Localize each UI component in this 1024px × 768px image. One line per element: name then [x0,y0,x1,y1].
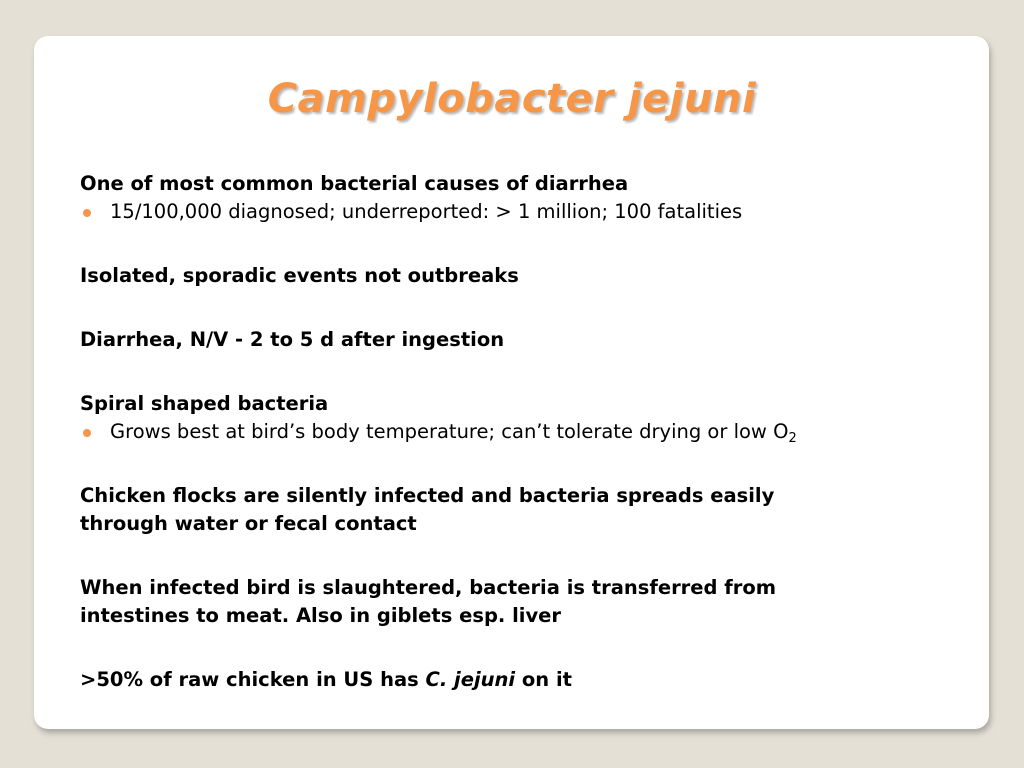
raw-chicken-text-2: on it [515,668,572,691]
heading-flocks-line-1: Chicken flocks are silently infected and bacteria spreads easily [80,484,775,507]
heading-slaughter-line-1: When infected bird is slaughtered, bacteria is transferred from [80,576,777,599]
raw-chicken-species: C. jejuni [425,668,516,691]
bullet-incidence-text: 15/100,000 diagnosed; underreported: > 1 million; 100 fatalities [110,200,743,223]
bullet-dot-icon [83,429,91,437]
bullet-growth-text: Grows best at bird’s body temperature; can’t tolerate drying or low O [110,420,789,443]
heading-raw-chicken [80,666,960,694]
bullet-growth [80,418,960,446]
heading-sporadic: Isolated, sporadic events not outbreaks [80,264,519,287]
heading-flocks-line-2: through water or fecal contact [80,512,417,535]
slide-content [80,170,960,694]
bullet-dot-icon [83,209,91,217]
heading-symptoms: Diarrhea, N/V - 2 to 5 d after ingestion [80,328,505,351]
heading-slaughter-line-2: intestines to meat. Also in giblets esp. liver [80,604,562,627]
raw-chicken-text-1: >50% of raw chicken in US has [80,668,426,691]
heading-common-cause: One of most common bacterial causes of diarrhea [80,172,629,195]
heading-spiral: Spiral shaped bacteria [80,392,329,415]
bullet-incidence [80,198,960,226]
slide-title: Campylobacter jejuni [267,76,757,122]
oxygen-subscript: 2 [788,431,797,446]
